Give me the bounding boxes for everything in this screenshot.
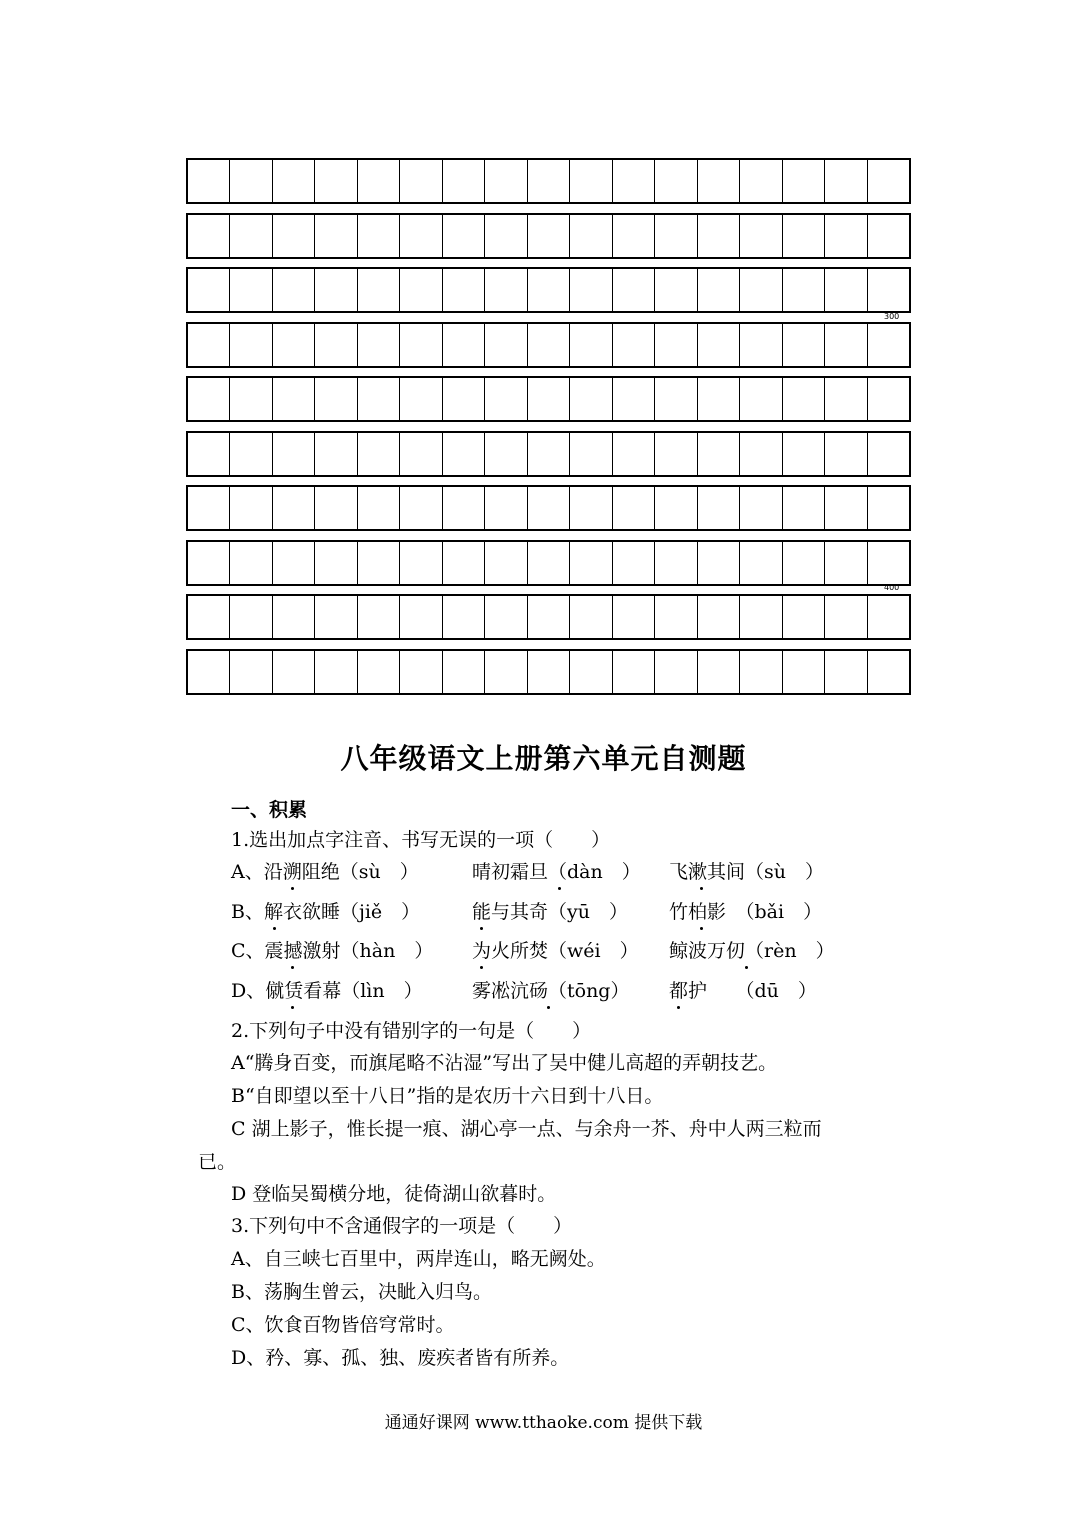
grid-cell bbox=[358, 378, 400, 420]
grid-row bbox=[186, 431, 911, 477]
grid-cell bbox=[783, 487, 825, 529]
grid-cell bbox=[570, 324, 612, 366]
grid-cell bbox=[570, 433, 612, 475]
q3-option-b: B、荡胸生曾云，决眦入归鸟。 bbox=[231, 1281, 492, 1303]
grid-cell bbox=[613, 596, 655, 638]
q1-option-a-part2: 晴初霜旦（dàn ） bbox=[472, 861, 641, 883]
grid-cell bbox=[358, 487, 400, 529]
grid-cell bbox=[570, 378, 612, 420]
grid-cell bbox=[443, 596, 485, 638]
grid-cell bbox=[570, 596, 612, 638]
grid-cell bbox=[400, 542, 442, 584]
grid-cell bbox=[400, 324, 442, 366]
question-1-stem: 1.选出加点字注音、书写无误的一项（ ） bbox=[231, 829, 611, 851]
grid-cell bbox=[698, 487, 740, 529]
grid-cell bbox=[443, 378, 485, 420]
grid-cell bbox=[825, 160, 867, 202]
grid-cell bbox=[315, 542, 357, 584]
question-3-stem: 3.下列句中不含通假字的一项是（ ） bbox=[231, 1215, 573, 1237]
grid-cell bbox=[698, 160, 740, 202]
grid-cell bbox=[315, 651, 357, 693]
grid-cell bbox=[273, 487, 315, 529]
grid-row bbox=[186, 158, 911, 204]
grid-cell bbox=[698, 596, 740, 638]
grid-cell bbox=[740, 269, 782, 311]
grid-cell bbox=[188, 378, 230, 420]
grid-cell bbox=[783, 542, 825, 584]
q3-option-d: D、矜、寡、孤、独、废疾者皆有所养。 bbox=[231, 1347, 570, 1369]
q2-option-b: B“自即望以至十八日”指的是农历十六日到十八日。 bbox=[231, 1085, 664, 1107]
grid-cell bbox=[783, 378, 825, 420]
grid-cell bbox=[655, 487, 697, 529]
grid-cell bbox=[358, 269, 400, 311]
grid-cell bbox=[315, 487, 357, 529]
question-2-stem: 2.下列句子中没有错别字的一句是（ ） bbox=[231, 1020, 592, 1042]
grid-cell bbox=[655, 215, 697, 257]
grid-cell bbox=[740, 433, 782, 475]
grid-cell bbox=[740, 160, 782, 202]
grid-cell bbox=[443, 433, 485, 475]
grid-cell bbox=[698, 324, 740, 366]
grid-cell bbox=[528, 160, 570, 202]
grid-row bbox=[186, 322, 911, 368]
grid-cell bbox=[613, 542, 655, 584]
grid-cell bbox=[443, 215, 485, 257]
grid-cell bbox=[358, 160, 400, 202]
q1-option-a-part3: 飞漱其间（sù ） bbox=[669, 861, 824, 883]
grid-cell bbox=[230, 542, 272, 584]
grid-cell bbox=[273, 542, 315, 584]
grid-cell bbox=[868, 651, 909, 693]
grid-cell bbox=[315, 324, 357, 366]
grid-cell bbox=[570, 215, 612, 257]
q1-option-b-part3: 竹柏影 （bǎi ） bbox=[669, 901, 823, 923]
q3-option-c: C、饮食百物皆倍穹常时。 bbox=[231, 1314, 455, 1336]
grid-cell bbox=[613, 378, 655, 420]
grid-cell bbox=[740, 596, 782, 638]
grid-cell bbox=[740, 324, 782, 366]
grid-cell bbox=[230, 487, 272, 529]
q1-option-d-part3: 都护 （dū ） bbox=[669, 980, 817, 1002]
grid-cell bbox=[315, 215, 357, 257]
grid-cell bbox=[613, 160, 655, 202]
section-heading: 一、积累 bbox=[231, 799, 308, 821]
grid-cell bbox=[740, 215, 782, 257]
grid-cell bbox=[783, 269, 825, 311]
grid-cell bbox=[485, 160, 527, 202]
grid-cell bbox=[273, 596, 315, 638]
grid-cell bbox=[698, 378, 740, 420]
grid-cell bbox=[825, 542, 867, 584]
grid-cell bbox=[188, 651, 230, 693]
grid-cell bbox=[443, 651, 485, 693]
grid-cell bbox=[613, 269, 655, 311]
q2-option-d: D 登临吴蜀横分地，徒倚湖山欲暮时。 bbox=[231, 1183, 557, 1205]
grid-cell bbox=[655, 269, 697, 311]
grid-cell bbox=[188, 160, 230, 202]
grid-cell bbox=[528, 542, 570, 584]
page-footer: 通通好课网 www.tthaoke.com 提供下载 bbox=[384, 1413, 703, 1433]
grid-cell bbox=[358, 215, 400, 257]
grid-cell bbox=[783, 433, 825, 475]
grid-cell bbox=[570, 542, 612, 584]
grid-cell bbox=[783, 596, 825, 638]
grid-cell bbox=[740, 542, 782, 584]
grid-cell bbox=[273, 324, 315, 366]
grid-cell bbox=[655, 160, 697, 202]
grid-cell bbox=[273, 433, 315, 475]
page-title: 八年级语文上册第六单元自测题 bbox=[340, 742, 747, 775]
grid-cell bbox=[825, 433, 867, 475]
grid-cell bbox=[188, 269, 230, 311]
grid-cell bbox=[825, 651, 867, 693]
q1-option-c-part3: 鲸波万仞（rèn ） bbox=[669, 940, 835, 962]
grid-cell bbox=[315, 160, 357, 202]
grid-cell bbox=[825, 487, 867, 529]
grid-row bbox=[186, 594, 911, 640]
grid-cell bbox=[655, 596, 697, 638]
grid-cell bbox=[570, 487, 612, 529]
grid-cell bbox=[613, 651, 655, 693]
grid-cell bbox=[400, 651, 442, 693]
grid-cell bbox=[868, 269, 909, 311]
grid-cell bbox=[570, 160, 612, 202]
grid-row bbox=[186, 267, 911, 313]
grid-cell bbox=[230, 378, 272, 420]
grid-cell bbox=[528, 433, 570, 475]
grid-cell bbox=[783, 324, 825, 366]
grid-cell bbox=[273, 269, 315, 311]
q1-option-d-part1: D、僦赁看幕（lìn ） bbox=[231, 980, 423, 1002]
grid-cell bbox=[825, 324, 867, 366]
grid-cell bbox=[188, 596, 230, 638]
grid-cell bbox=[868, 487, 909, 529]
grid-cell bbox=[868, 542, 909, 584]
grid-cell bbox=[188, 215, 230, 257]
grid-cell bbox=[315, 596, 357, 638]
grid-row bbox=[186, 540, 911, 586]
grid-cell bbox=[528, 487, 570, 529]
grid-cell bbox=[613, 433, 655, 475]
grid-cell bbox=[783, 651, 825, 693]
grid-cell bbox=[868, 378, 909, 420]
grid-cell bbox=[230, 160, 272, 202]
grid-cell bbox=[825, 269, 867, 311]
grid-cell bbox=[528, 378, 570, 420]
grid-cell bbox=[655, 433, 697, 475]
q2-option-c-line1: C 湖上影子，惟长提一痕、湖心亭一点、与余舟一芥、舟中人两三粒而 bbox=[231, 1118, 822, 1140]
grid-row bbox=[186, 485, 911, 531]
grid-cell bbox=[358, 651, 400, 693]
grid-cell bbox=[358, 542, 400, 584]
grid-cell bbox=[740, 487, 782, 529]
grid-cell bbox=[485, 269, 527, 311]
grid-cell bbox=[825, 596, 867, 638]
grid-cell bbox=[485, 433, 527, 475]
grid-cell bbox=[230, 596, 272, 638]
grid-cell bbox=[613, 487, 655, 529]
grid-cell bbox=[698, 215, 740, 257]
grid-cell bbox=[698, 651, 740, 693]
grid-cell bbox=[400, 487, 442, 529]
grid-cell bbox=[230, 215, 272, 257]
grid-cell bbox=[358, 433, 400, 475]
grid-cell bbox=[443, 487, 485, 529]
grid-cell bbox=[485, 651, 527, 693]
grid-cell bbox=[485, 215, 527, 257]
grid-cell bbox=[528, 651, 570, 693]
grid-cell bbox=[400, 433, 442, 475]
q2-option-a: A“腾身百变，而旗尾略不沾湿”写出了吴中健儿高超的弄朝技艺。 bbox=[231, 1052, 778, 1074]
grid-cell bbox=[868, 596, 909, 638]
q1-option-b-part2: 能与其奇（yū ） bbox=[472, 901, 628, 923]
q1-option-b-part1: B、解衣欲睡（jiě ） bbox=[231, 901, 421, 923]
word-count-marker: 400 bbox=[884, 583, 900, 592]
grid-cell bbox=[825, 215, 867, 257]
grid-cell bbox=[528, 269, 570, 311]
grid-cell bbox=[443, 269, 485, 311]
grid-cell bbox=[273, 160, 315, 202]
grid-cell bbox=[230, 269, 272, 311]
grid-cell bbox=[485, 487, 527, 529]
grid-cell bbox=[868, 433, 909, 475]
grid-cell bbox=[188, 542, 230, 584]
q3-option-a: A、自三峡七百里中，两岸连山，略无阙处。 bbox=[231, 1248, 606, 1270]
q1-option-a-part1: A、沿溯阻绝（sù ） bbox=[231, 861, 419, 883]
grid-cell bbox=[230, 433, 272, 475]
grid-cell bbox=[273, 215, 315, 257]
grid-cell bbox=[783, 215, 825, 257]
grid-cell bbox=[655, 542, 697, 584]
grid-cell bbox=[698, 269, 740, 311]
grid-cell bbox=[485, 542, 527, 584]
grid-cell bbox=[358, 596, 400, 638]
grid-row bbox=[186, 376, 911, 422]
grid-cell bbox=[400, 160, 442, 202]
grid-cell bbox=[655, 651, 697, 693]
grid-row bbox=[186, 213, 911, 259]
grid-cell bbox=[230, 651, 272, 693]
q1-option-c-part1: C、震撼激射（hàn ） bbox=[231, 940, 434, 962]
grid-row bbox=[186, 649, 911, 695]
grid-cell bbox=[400, 269, 442, 311]
grid-cell bbox=[655, 378, 697, 420]
grid-cell bbox=[273, 378, 315, 420]
grid-cell bbox=[698, 542, 740, 584]
grid-cell bbox=[358, 324, 400, 366]
q1-option-d-part2: 雾凇沆砀（tōng） bbox=[472, 980, 630, 1002]
grid-cell bbox=[825, 378, 867, 420]
grid-cell bbox=[528, 324, 570, 366]
grid-cell bbox=[570, 651, 612, 693]
grid-cell bbox=[188, 324, 230, 366]
grid-cell bbox=[230, 324, 272, 366]
grid-cell bbox=[613, 324, 655, 366]
grid-cell bbox=[400, 596, 442, 638]
grid-cell bbox=[443, 542, 485, 584]
grid-cell bbox=[485, 596, 527, 638]
grid-cell bbox=[698, 433, 740, 475]
grid-cell bbox=[868, 324, 909, 366]
grid-cell bbox=[613, 215, 655, 257]
grid-cell bbox=[655, 324, 697, 366]
grid-cell bbox=[740, 651, 782, 693]
grid-cell bbox=[443, 324, 485, 366]
grid-cell bbox=[485, 324, 527, 366]
word-count-marker: 300 bbox=[884, 312, 900, 321]
grid-cell bbox=[273, 651, 315, 693]
grid-cell bbox=[528, 596, 570, 638]
grid-cell bbox=[783, 160, 825, 202]
grid-cell bbox=[400, 215, 442, 257]
grid-cell bbox=[868, 215, 909, 257]
grid-cell bbox=[485, 378, 527, 420]
q1-option-c-part2: 为火所焚（wéi ） bbox=[472, 940, 639, 962]
grid-cell bbox=[570, 269, 612, 311]
grid-cell bbox=[315, 378, 357, 420]
grid-cell bbox=[188, 433, 230, 475]
grid-cell bbox=[188, 487, 230, 529]
grid-cell bbox=[315, 269, 357, 311]
grid-cell bbox=[443, 160, 485, 202]
grid-cell bbox=[868, 160, 909, 202]
grid-cell bbox=[740, 378, 782, 420]
grid-cell bbox=[315, 433, 357, 475]
grid-cell bbox=[400, 378, 442, 420]
grid-cell bbox=[528, 215, 570, 257]
q2-option-c-line2: 已。 bbox=[198, 1151, 237, 1173]
